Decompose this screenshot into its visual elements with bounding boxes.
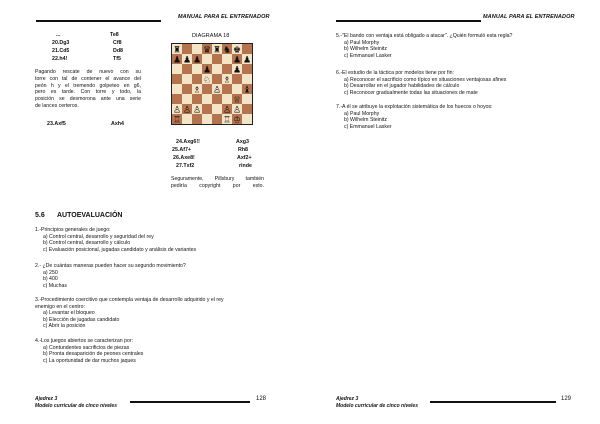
chess-piece-icon: ♛ bbox=[202, 45, 212, 56]
board-square bbox=[222, 84, 232, 94]
section-number: 5.6 bbox=[35, 212, 45, 219]
move-white: 23.Axf5 bbox=[47, 121, 66, 127]
board-square bbox=[222, 54, 232, 64]
chess-piece-icon: ♟ bbox=[182, 55, 192, 66]
chess-piece-icon: ♟ bbox=[242, 55, 252, 66]
board-square bbox=[182, 44, 192, 54]
diagram-label: DIAGRAMA 18 bbox=[192, 33, 230, 39]
footer-rule bbox=[130, 401, 250, 403]
paragraph-line: pero es tarde. Con torre y todo, la bbox=[35, 89, 141, 96]
question-text: 2.- ¿De cuántas maneras pueden hacer su segundo movimiento? bbox=[35, 263, 186, 269]
answer-option: c) La oportunidad de dar muchos jaques bbox=[43, 357, 136, 364]
paragraph-line: posición se desmorona ante una serie bbox=[35, 96, 141, 103]
board-square bbox=[232, 74, 242, 84]
board-square bbox=[182, 74, 192, 84]
move-white: 22.h4! bbox=[52, 56, 68, 62]
move-black: rinde bbox=[239, 163, 252, 169]
commentary-paragraph bbox=[35, 69, 141, 110]
chess-piece-icon: ♙ bbox=[182, 105, 192, 116]
answer-option: a) Control central, desarrollo y seguridad del rey bbox=[43, 233, 154, 240]
page-number: 129 bbox=[561, 396, 572, 402]
chess-piece-icon: ♜ bbox=[172, 45, 182, 56]
answer-option: a) Levantar el bloqueo bbox=[43, 310, 95, 317]
move-black: Dd8 bbox=[113, 48, 124, 54]
board-square bbox=[202, 104, 212, 114]
board-square bbox=[212, 104, 222, 114]
footer-title bbox=[35, 396, 117, 409]
question-6 bbox=[336, 70, 506, 96]
move-black: Axg3 bbox=[236, 139, 249, 145]
board-square bbox=[242, 44, 252, 54]
page-number: 128 bbox=[256, 396, 267, 402]
move-white: 26.Axe8! bbox=[173, 155, 195, 161]
board-square bbox=[212, 94, 222, 104]
board-square bbox=[202, 54, 212, 64]
board-square bbox=[192, 94, 202, 104]
paragraph-line: torre con tal de contener el avance del bbox=[35, 75, 141, 82]
chess-piece-icon: ♚ bbox=[232, 45, 242, 56]
section-title: AUTOEVALUACIÓN bbox=[57, 212, 123, 219]
answer-option: b) Pronta desaparición de peones centrales bbox=[43, 351, 144, 358]
right-page bbox=[300, 0, 600, 424]
answer-option: a) Paul Morphy bbox=[344, 110, 380, 117]
board-square bbox=[182, 94, 192, 104]
answer-option: a) 250 bbox=[43, 269, 58, 276]
chess-piece-icon: ♟ bbox=[172, 55, 182, 66]
chess-piece-icon: ♕ bbox=[232, 95, 242, 106]
move-black: Axf2+ bbox=[237, 155, 252, 161]
question-5 bbox=[336, 33, 512, 59]
question-text: 4.-Los juegos abiertos se caracterizan por: bbox=[35, 338, 134, 344]
answer-option: b) Elección de jugadas candidato bbox=[43, 316, 120, 323]
closing-remark bbox=[171, 176, 264, 190]
header-title: MANUAL PARA EL ENTRENADOR bbox=[178, 14, 270, 20]
paragraph-line: de lances certeros. bbox=[35, 102, 79, 109]
footer-line: Ajedrez 3 bbox=[336, 396, 359, 402]
answer-option: c) Abrir la posición bbox=[43, 323, 86, 330]
board-square bbox=[172, 84, 182, 94]
question-1 bbox=[35, 227, 196, 253]
board-square bbox=[212, 54, 222, 64]
board-square bbox=[182, 64, 192, 74]
move-white: 24.Axg6!! bbox=[176, 139, 200, 145]
board-square bbox=[202, 114, 212, 124]
answer-option: b) Desarrollar en el jugador habilidades de cálculo bbox=[344, 83, 460, 90]
move-black: Axh4 bbox=[111, 121, 124, 127]
board-square bbox=[232, 84, 242, 94]
answer-option: a) Paul Morphy bbox=[344, 39, 380, 46]
chess-piece-icon: ♗ bbox=[192, 85, 202, 96]
question-text: enemigo en el centro: bbox=[35, 303, 85, 310]
board-square bbox=[242, 74, 252, 84]
answer-option: a) Reconocer el sacrificio como típico en situaciones ventajosas afines bbox=[344, 76, 507, 83]
closing-line: Seguramente, Pillsbury también bbox=[171, 176, 264, 182]
board-square bbox=[202, 84, 212, 94]
question-text: 7.-A él se atribuye la explotación sistemática de los huecos o hoyos: bbox=[336, 104, 493, 110]
board-square bbox=[212, 114, 222, 124]
paragraph-line: peón h y el tremendo golpeteo en g6, bbox=[35, 82, 141, 89]
board-square bbox=[172, 74, 182, 84]
board-square bbox=[202, 94, 212, 104]
footer-title bbox=[336, 396, 418, 409]
board-square bbox=[182, 84, 192, 94]
chess-piece-icon: ♟ bbox=[232, 55, 242, 66]
move-white: 21.Cd5 bbox=[52, 48, 70, 54]
answer-option: b) Control central, desarrollo y cálculo bbox=[43, 240, 131, 247]
board-square bbox=[172, 64, 182, 74]
question-4 bbox=[35, 338, 143, 364]
question-text: 6.-El estudio de la táctica por modelos tiene por fin: bbox=[336, 70, 454, 76]
board-square bbox=[192, 44, 202, 54]
board-square bbox=[212, 74, 222, 84]
question-text: 1.-Principios generales de juego: bbox=[35, 227, 111, 233]
answer-option: b) Wilhelm Steinitz bbox=[344, 46, 387, 53]
answer-option: c) Emmanuel Lasker bbox=[344, 52, 392, 59]
chess-piece-icon: ♟ bbox=[232, 65, 242, 76]
answer-option: a) Contundentes sacrificios de piezas bbox=[43, 344, 130, 351]
board-square bbox=[182, 114, 192, 124]
chess-piece-icon: ♘ bbox=[202, 75, 212, 86]
chess-piece-icon: ♙ bbox=[192, 105, 202, 116]
move-black: Tf5 bbox=[113, 56, 121, 62]
move-white: ... bbox=[56, 32, 61, 38]
board-square bbox=[242, 64, 252, 74]
chess-piece-icon: ♜ bbox=[212, 45, 222, 56]
board-square bbox=[242, 114, 252, 124]
question-7 bbox=[336, 104, 493, 130]
chess-piece-icon: ♙ bbox=[222, 105, 232, 116]
question-text: 5.-"El bando con ventaja está obligado a atacar". ¿Quién formuló esta regla? bbox=[336, 33, 513, 39]
question-3 bbox=[35, 297, 224, 330]
chess-board bbox=[172, 44, 252, 124]
chess-piece-icon: ♔ bbox=[232, 115, 242, 124]
footer-line: Ajedrez 3 bbox=[35, 396, 58, 402]
chess-piece-icon: ♟ bbox=[192, 55, 202, 66]
chess-piece-icon: ♙ bbox=[212, 85, 222, 96]
header-rule bbox=[336, 20, 481, 22]
move-white: 27.Txf2 bbox=[176, 163, 195, 169]
chess-piece-icon: ♟ bbox=[202, 65, 212, 76]
chess-piece-icon: ♙ bbox=[232, 105, 242, 116]
footer-rule bbox=[430, 401, 556, 403]
chess-diagram bbox=[171, 43, 253, 125]
footer-line: Modelo curricular de cinco niveles bbox=[336, 402, 418, 409]
chess-piece-icon: ♖ bbox=[222, 115, 232, 124]
move-white: 20.Dg3 bbox=[52, 40, 70, 46]
answer-option: c) Evaluación posicional, jugadas candidato y análisis de variantes bbox=[43, 246, 197, 253]
answer-option: c) Emmanuel Lasker bbox=[344, 123, 392, 130]
board-square bbox=[222, 64, 232, 74]
answer-option: c) Reconocer gradualmente todas las situaciones de mate bbox=[344, 89, 478, 96]
header-rule bbox=[36, 20, 161, 22]
chess-piece-icon: ♝ bbox=[242, 85, 252, 96]
answer-option: b) Wilhelm Steinitz bbox=[344, 117, 387, 124]
board-square bbox=[192, 74, 202, 84]
question-2 bbox=[35, 263, 186, 289]
chess-piece-icon: ♖ bbox=[172, 115, 182, 124]
move-white: 25.Af7+ bbox=[172, 147, 191, 153]
chess-piece-icon: ♗ bbox=[222, 75, 232, 86]
chess-piece-icon: ♞ bbox=[222, 45, 232, 56]
footer-line: Modelo curricular de cinco niveles bbox=[35, 402, 117, 409]
closing-line: pediría copyright por esto. bbox=[171, 182, 264, 189]
board-square bbox=[242, 94, 252, 104]
answer-option: c) Muchas bbox=[43, 282, 67, 289]
board-square bbox=[192, 114, 202, 124]
board-square bbox=[192, 64, 202, 74]
move-black: Rh8 bbox=[238, 147, 249, 153]
move-black: Cf8 bbox=[113, 40, 122, 46]
board-square bbox=[172, 94, 182, 104]
board-square bbox=[222, 94, 232, 104]
question-text: 3.-Procedimiento coercitivo que contempla ventaja de desarrollo adquirido y el rey bbox=[35, 297, 224, 303]
board-square bbox=[242, 104, 252, 114]
header-title: MANUAL PARA EL ENTRENADOR bbox=[483, 14, 575, 20]
board-square bbox=[212, 64, 222, 74]
chess-piece-icon: ♙ bbox=[172, 105, 182, 116]
answer-option: b) 400 bbox=[43, 276, 58, 283]
paragraph-line: Pagando rescate de nuevo con su bbox=[35, 69, 141, 75]
move-black: Te8 bbox=[110, 32, 119, 38]
